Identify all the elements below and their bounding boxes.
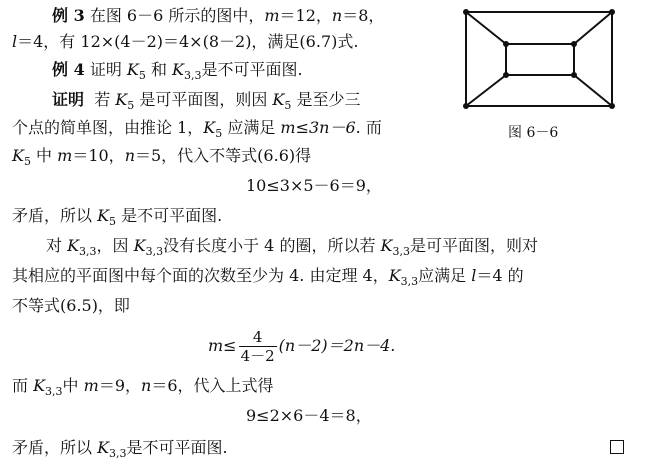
graph-figure [462, 8, 638, 116]
inequality-1: 10≤3×5－6＝9， [246, 176, 382, 195]
edge-top-left [466, 12, 506, 44]
vertex [463, 9, 469, 15]
proof-para3-line2: 矛盾，所以 $K_{3,3}$是不可平面图. [12, 438, 228, 460]
vertex [571, 41, 577, 47]
example4-label: 例 4 [52, 60, 85, 79]
proof-line1: 证明 若 $K_5$ 是可平面图，则因 $K_5$ 是至少三 [52, 90, 361, 112]
vertex [463, 103, 469, 109]
vertex [571, 72, 577, 78]
inequality-2: 9≤2×6－4＝8， [246, 406, 372, 425]
proof-para2-line2: 其相应的平面图中每个面的次数至少为 4. 由定理 4，$K_{3,3}$应满足 l＝4 的 [12, 266, 524, 288]
vertex [503, 72, 509, 78]
qed-box-icon [610, 440, 624, 454]
vertex [609, 103, 615, 109]
example3-label: 例 3 [52, 6, 85, 25]
fraction-formula: m≤ $\frac{4}{4-2}$ (n－2)＝2n－4. [208, 328, 396, 365]
vertex [503, 41, 509, 47]
proof-line3: $K_5$ 中 m＝10，n＝5，代入不等式(6.6)得 [12, 146, 312, 168]
edge-top-right [574, 12, 612, 44]
edge-bottom-left [466, 75, 506, 106]
proof-para2-line3: 不等式(6.5)，即 [12, 296, 130, 315]
vertex [609, 9, 615, 15]
example4-line: 例 4 证明 $K_5$ 和 $K_{3,3}$是不可平面图. [52, 60, 303, 82]
proof-para2-line1: 对 $K_{3,3}$，因 $K_{3,3}$没有长度小于 4 的圈，所以若 $K_{3,3}$是可平面图，则对 [46, 236, 539, 258]
outer-rectangle [466, 12, 612, 106]
example3-line1: 例 3 在图 6－6 所示的图中，m＝12，n＝8， [52, 6, 385, 25]
proof-para3-line1: 而 $K_{3,3}$中 m＝9，n＝6，代入上式得 [12, 376, 274, 398]
fraction: $\frac{4}{4-2}$ [240, 328, 275, 365]
example3-line2: l＝4，有 12×(4－2)＝4×(8－2)，满足(6.7)式. [12, 32, 359, 51]
inner-rectangle [506, 44, 574, 75]
figure-caption: 图 6－6 [508, 125, 559, 141]
proof-label: 证明 [52, 90, 85, 109]
edge-bottom-right [574, 75, 612, 106]
proof-line2: 个点的简单图，由推论 1，$K_5$ 应满足 m≤3n－6. 而 [12, 118, 382, 140]
proof-line4: 矛盾，所以 $K_5$ 是不可平面图. [12, 206, 223, 228]
